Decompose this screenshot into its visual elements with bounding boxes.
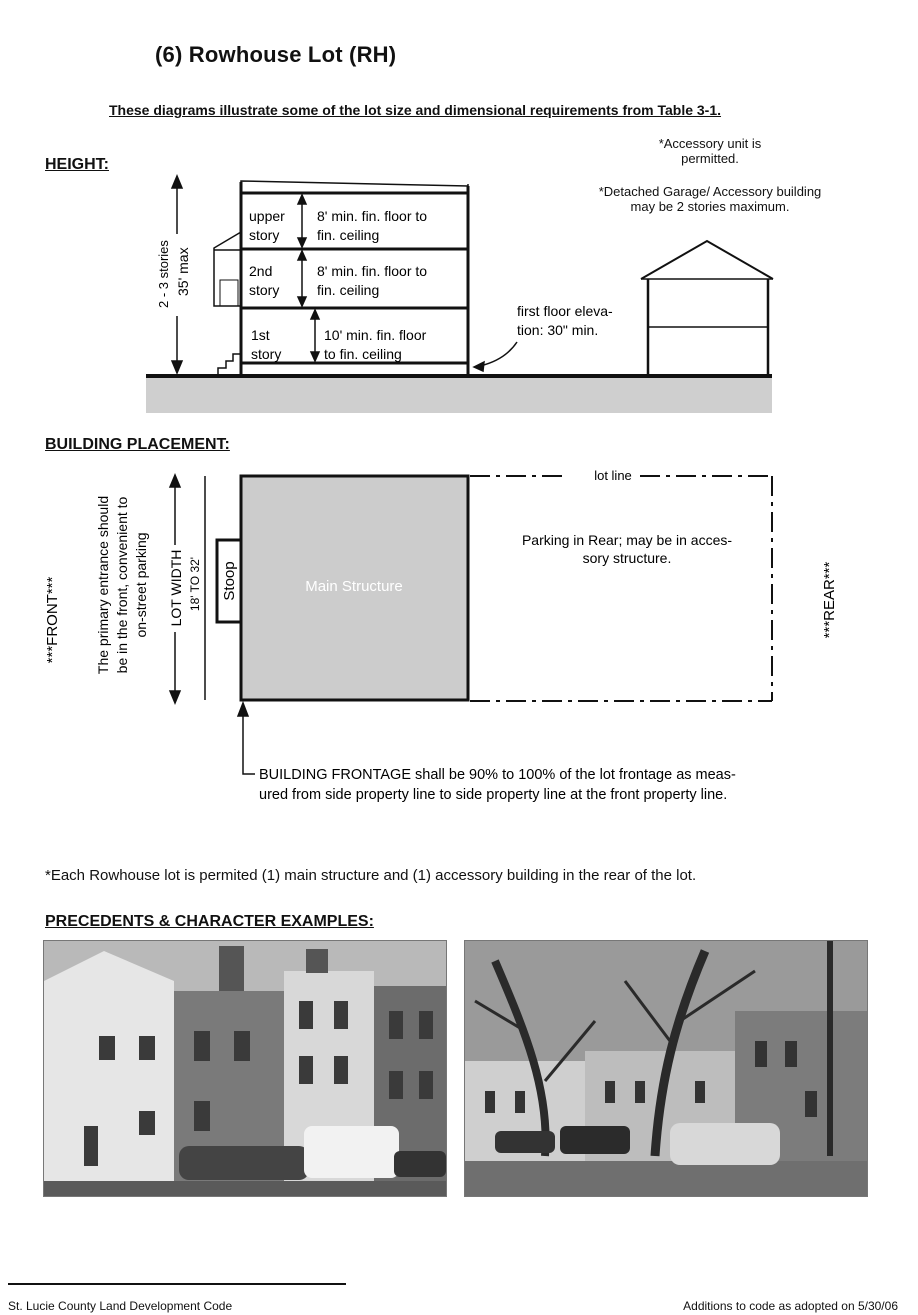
story-name-2nd-2: story — [249, 282, 280, 298]
story-name-1st-2: story — [251, 346, 282, 362]
story-req-2nd-1: 8' min. fin. floor to — [317, 263, 428, 279]
precedent-photo-1 — [43, 940, 447, 1197]
lot-line-label: lot line — [594, 468, 632, 483]
elevation-note-1: first floor eleva- — [517, 303, 613, 319]
elevation-callout-arrow — [474, 342, 517, 371]
story-req-upper-2: fin. ceiling — [317, 227, 380, 243]
precedent-photo-2 — [464, 940, 868, 1197]
street — [465, 1156, 867, 1196]
frontage-note-1: BUILDING FRONTAGE shall be 90% to 100% of the lot frontage as meas- — [259, 767, 736, 783]
lot-width-label: LOT WIDTH — [168, 549, 184, 627]
story-name-upper-2: story — [249, 227, 280, 243]
lot-allowance-note: *Each Rowhouse lot is permited (1) main structure and (1) accessory building in the rear of the lot. — [45, 867, 697, 884]
frontage-arrow — [238, 703, 255, 774]
entrance-note-line-2: be in the front, convenient to — [114, 496, 130, 674]
story-name-1st-1: 1st — [251, 327, 270, 343]
accessory-unit-note — [640, 136, 780, 166]
garage-note-line-2: may be 2 stories maximum. — [630, 199, 790, 214]
footer-adoption-note: Additions to code as adopted on 5/30/06 — [683, 1299, 898, 1313]
story-req-upper-1: 8' min. fin. floor to — [317, 208, 428, 224]
story-req-1st-2: to fin. ceiling — [324, 346, 402, 362]
story-name-upper-1: upper — [249, 208, 285, 224]
story-name-2nd-1: 2nd — [249, 263, 273, 279]
placement-diagram — [0, 460, 918, 810]
height-diagram — [0, 170, 918, 420]
story-req-1st-1: 10' min. fin. floor — [324, 327, 427, 343]
precedents-heading: PRECEDENTS & CHARACTER EXAMPLES: — [45, 913, 374, 930]
height-label-stories: 2 - 3 stories — [156, 240, 171, 308]
front-label: ***FRONT*** — [44, 576, 61, 664]
lot-line-dashed — [470, 476, 772, 701]
rear-label: ***REAR*** — [821, 561, 838, 639]
entrance-note-line-1: The primary entrance should — [95, 495, 111, 675]
footer-divider — [8, 1283, 346, 1285]
height-heading: HEIGHT: — [45, 156, 109, 173]
elevation-note-2: tion: 30" min. — [517, 322, 599, 338]
entrance-note-line-3: on-street parking — [133, 532, 149, 638]
garage-note-line-1: *Detached Garage/ Accessory building — [598, 184, 822, 199]
parking-note-1: Parking in Rear; may be in acces- — [521, 532, 733, 548]
story-dimension-arrows — [298, 195, 319, 361]
ground-fill — [146, 377, 772, 413]
building-placement-heading: BUILDING PLACEMENT: — [45, 436, 230, 453]
stoop-label: Stoop — [221, 561, 238, 601]
height-label-max: 35' max — [175, 247, 191, 296]
page-subtitle: These diagrams illustrate some of the lot size and dimensional requirements from Table 3-1. — [109, 102, 722, 118]
footer-source: St. Lucie County Land Development Code — [8, 1299, 233, 1313]
lot-width-range: 18' TO 32' — [188, 556, 202, 612]
page-title: (6) Rowhouse Lot (RH) — [155, 42, 397, 67]
accessory-building — [641, 241, 773, 376]
accessory-note-line-1: *Accessory unit is — [658, 136, 762, 151]
parking-note-2: sory structure. — [582, 550, 672, 566]
story-req-2nd-2: fin. ceiling — [317, 282, 380, 298]
frontage-note-2: ured from side property line to side property line at the front property line. — [259, 787, 728, 803]
main-structure-label: Main Structure — [305, 578, 403, 595]
accessory-note-line-2: permitted. — [681, 151, 739, 166]
